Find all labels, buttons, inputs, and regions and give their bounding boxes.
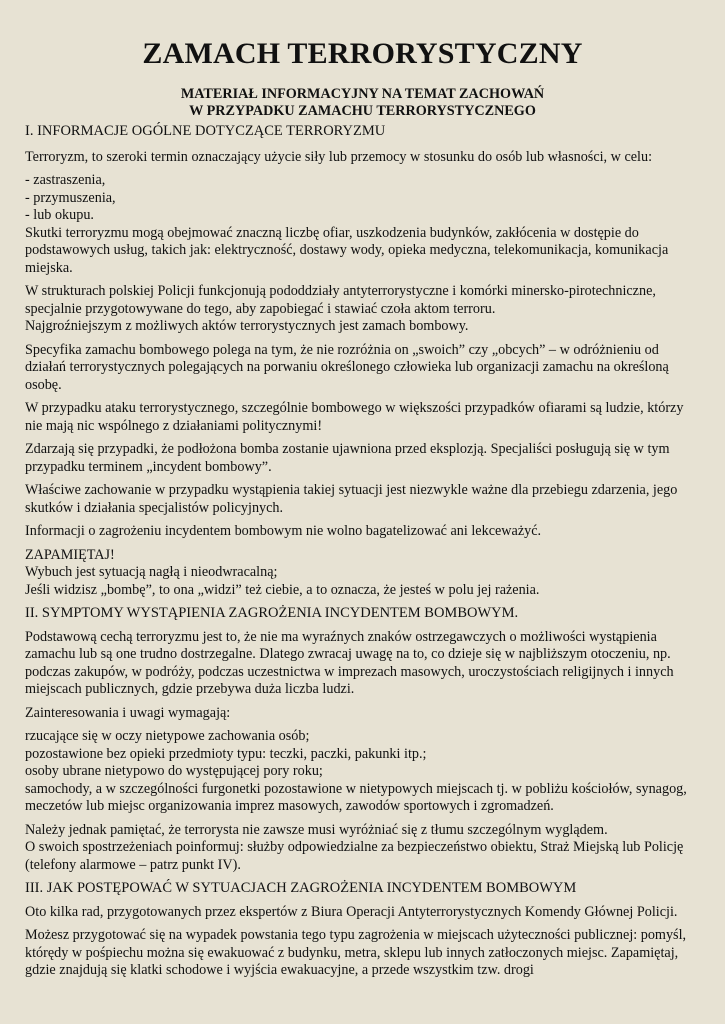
police-units-paragraph: W strukturach polskiej Policji funkcjonują pododdziały antyterrorystyczne i komórki minersko-pirotechniczne, specjalnie przygotowywane do tego, aby zapobiegać i stawiać czoła aktom terroru. [25,283,656,317]
advice-intro: Oto kilka rad, przygotowanych przez ekspertów z Biura Operacji Antyterrorystycznych Komendy Głównej Policji. [25,903,678,920]
most-dangerous-paragraph: Najgroźniejszym z możliwych aktów terrorystycznych jest zamach bombowy. [25,318,469,334]
note-paragraph: Należy jednak pamiętać, że terrorysta nie zawsze musi wyróżniać się z tłumu szczególnym wyglądem. [25,821,608,838]
remember-label: ZAPAMIĘTAJ! [25,546,115,563]
section-3-heading: III. JAK POSTĘPOWAĆ W SYTUACJACH ZAGROŻENIA INCYDENTEM BOMBOWYM [25,880,577,896]
document-title: ZAMACH TERRORYSTYCZNY [142,37,583,70]
subtitle-line-1: MATERIAŁ INFORMACYJNY NA TEMAT ZACHOWAŃ [180,86,545,102]
attention-item: pozostawione bez opieki przedmioty typu: teczki, paczki, pakunki itp.; [25,745,427,762]
goal-item: - przymuszenia, [25,189,116,206]
terrorism-definition: Terroryzm, to szeroki termin oznaczający użycie siły lub przemocy w stosunku do osób lub własności, w celu: [25,148,653,165]
prepare-paragraph: Możesz przygotować się na wypadek powstania tego typu zagrożenia w miejscach użyteczności publicznej: pomyśl, którędy w pośpiechu można się ewakuować z budynku, metra, sklepu lub innych zatłoczonych miejsc. Zapamiętaj, gdzie znajdują się klatki schodowe i wyjścia ewakuacyjne, a przede wszystkim tzw. drogi [25,927,687,978]
goal-item: - lub okupu. [25,207,94,223]
section-1-heading: I. INFORMACJE OGÓLNE DOTYCZĄCE TERRORYZMU [25,123,386,139]
info-paragraph: Informacji o zagrożeniu incydentem bombowym nie wolno bagatelizować ani lekceważyć. [25,523,542,539]
effects-paragraph: Skutki terroryzmu mogą obejmować znaczną liczbę ofiar, uszkodzenia budynków, zakłócenia w dostępie do podstawowych usług, takich jak: elektryczność, dostawy wody, opieka medyczna, telekomunikacja, komunikacja miejska. [25,224,669,276]
victims-paragraph: W przypadku ataku terrorystycznego, szczególnie bombowego w większości przypadków ofiarami są ludzie, którzy nie mają nic wspólnego z działaniami politycznymi! [25,400,684,434]
report-paragraph: O swoich spostrzeżeniach poinformuj: służby odpowiedzialne za bezpieczeństwo obiektu, Straż Miejską lub Policję (telefony alarmowe – patrz punkt IV). [25,839,684,873]
subtitle-line-2: W PRZYPADKU ZAMACHU TERRORYSTYCZNEGO [189,103,536,119]
goal-item: - zastraszenia, [25,172,106,188]
remember-line: Wybuch jest sytuacją nagłą i nieodwracalną; [25,564,278,580]
behavior-paragraph: Właściwe zachowanie w przypadku wystąpienia takiej sytuacji jest niezwykle ważne dla przebiegu zdarzenia, jego skutków i działania specjalistów policyjnych. [25,482,678,516]
document-subtitle [25,86,700,120]
incident-paragraph: Zdarzają się przypadki, że podłożona bomba zostanie ujawniona przed eksplozją. Specjaliści posługują się w tym przypadku terminem „incydent bombowy”. [25,441,670,475]
section-2-heading: II. SYMPTOMY WYSTĄPIENIA ZAGROŻENIA INCYDENTEM BOMBOWYM. [25,605,519,621]
attention-item: samochody, a w szczególności furgonetki pozostawione w nietypowych miejscach tj. w pobliżu kościołów, synagog, meczetów lub miejsc organizowania imprez masowych, zawodów sportowych i zgromadzeń. [25,780,687,814]
basic-feature-paragraph: Podstawową cechą terroryzmu jest to, że nie ma wyraźnych znaków ostrzegawczych o możliwości wystąpienia zamachu lub są one trudno dostrzegalne. Dlatego zwracaj uwagę na to, co dzieje się w najbliższym otoczeniu, np. podczas zakupów, w podróży, podczas uczestnictwa w imprezach masowych, uroczystościach religijnych i innych miejscach publicznych, gdzie przebywa duża liczba ludzi. [25,628,674,697]
attention-intro: Zainteresowania i uwagi wymagają: [25,704,231,721]
remember-line: Jeśli widzisz „bombę”, to ona „widzi” też ciebie, a to oznacza, że jesteś w polu jej rażenia. [25,581,540,598]
attention-item: rzucające się w oczy nietypowe zachowania osób; [25,728,310,744]
attention-item: osoby ubrane nietypowo do występującej pory roku; [25,763,323,779]
specifics-paragraph: Specyfika zamachu bombowego polega na tym, że nie rozróżnia on „swoich” czy „obcych” – w odróżnieniu od działań terrorystycznych polegających na porwaniu określonego człowieka lub organizacji zamachu na określoną osobę. [25,341,669,393]
